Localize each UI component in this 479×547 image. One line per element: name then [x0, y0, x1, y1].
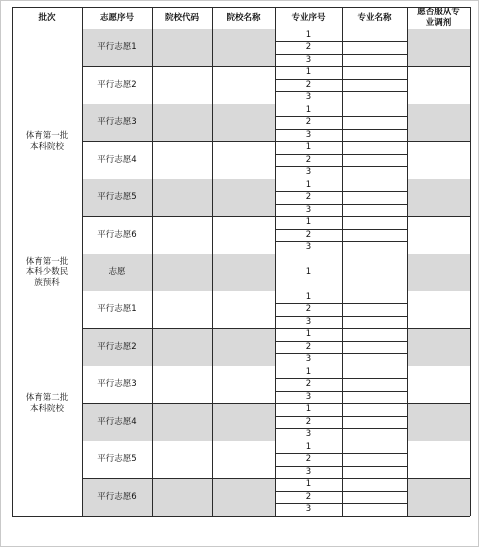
adjust-field[interactable]	[407, 254, 470, 291]
major-number: 3	[275, 316, 342, 329]
school-name-field[interactable]	[212, 479, 275, 517]
choice-label: 平行志愿6	[82, 479, 152, 517]
major-number: 2	[275, 229, 342, 242]
adjust-field[interactable]	[407, 67, 470, 105]
major-number: 3	[275, 466, 342, 479]
school-name-field[interactable]	[212, 104, 275, 142]
major-name-field[interactable]	[342, 142, 407, 155]
major-name-field[interactable]	[342, 341, 407, 354]
major-number: 2	[275, 379, 342, 392]
major-name-field[interactable]	[342, 92, 407, 105]
major-name-field[interactable]	[342, 29, 407, 42]
adjust-field[interactable]	[407, 217, 470, 255]
choice-label: 平行志愿6	[82, 217, 152, 255]
choice-label: 平行志愿4	[82, 142, 152, 180]
batch-label: 体育第一批 本科院校	[12, 29, 82, 254]
major-name-field[interactable]	[342, 217, 407, 230]
major-number: 2	[275, 192, 342, 205]
major-number: 1	[275, 479, 342, 492]
choice-label: 平行志愿3	[82, 104, 152, 142]
adjust-field[interactable]	[407, 366, 470, 404]
school-code-field[interactable]	[152, 254, 212, 291]
major-name-field[interactable]	[342, 379, 407, 392]
choice-label: 平行志愿3	[82, 366, 152, 404]
major-number: 3	[275, 129, 342, 142]
major-number: 3	[275, 429, 342, 442]
major-number: 2	[275, 117, 342, 130]
major-number: 2	[275, 416, 342, 429]
school-code-field[interactable]	[152, 404, 212, 442]
major-name-field[interactable]	[342, 454, 407, 467]
major-number: 2	[275, 79, 342, 92]
batch-label: 体育第一批 本科少数民 族预科	[12, 254, 82, 291]
major-name-field[interactable]	[342, 254, 407, 291]
major-name-field[interactable]	[342, 242, 407, 255]
adjust-field[interactable]	[407, 479, 470, 517]
major-number: 1	[275, 104, 342, 117]
school-name-field[interactable]	[212, 67, 275, 105]
grid-line	[275, 7, 276, 516]
major-name-field[interactable]	[342, 129, 407, 142]
major-number: 1	[275, 366, 342, 379]
header-major-name: 专业名称	[342, 7, 407, 29]
major-name-field[interactable]	[342, 366, 407, 379]
major-name-field[interactable]	[342, 154, 407, 167]
major-name-field[interactable]	[342, 204, 407, 217]
major-name-field[interactable]	[342, 167, 407, 180]
school-code-field[interactable]	[152, 291, 212, 329]
major-name-field[interactable]	[342, 192, 407, 205]
school-code-field[interactable]	[152, 67, 212, 105]
adjust-field[interactable]	[407, 441, 470, 479]
school-name-field[interactable]	[212, 179, 275, 217]
school-name-field[interactable]	[212, 142, 275, 180]
adjust-field[interactable]	[407, 29, 470, 67]
major-name-field[interactable]	[342, 491, 407, 504]
grid-line	[407, 7, 408, 516]
school-name-field[interactable]	[212, 329, 275, 367]
major-number: 2	[275, 304, 342, 317]
major-name-field[interactable]	[342, 104, 407, 117]
school-name-field[interactable]	[212, 404, 275, 442]
header-school-code: 院校代码	[152, 7, 212, 29]
grid-line	[470, 7, 471, 516]
major-number: 1	[275, 67, 342, 80]
major-name-field[interactable]	[342, 391, 407, 404]
adjust-field[interactable]	[407, 404, 470, 442]
major-name-field[interactable]	[342, 179, 407, 192]
header-batch: 批次	[12, 7, 82, 29]
adjust-field[interactable]	[407, 291, 470, 329]
header-choice-number: 志愿序号	[82, 7, 152, 29]
school-code-field[interactable]	[152, 29, 212, 67]
school-name-field[interactable]	[212, 217, 275, 255]
major-name-field[interactable]	[342, 329, 407, 342]
choice-label: 平行志愿5	[82, 179, 152, 217]
major-number: 3	[275, 167, 342, 180]
major-number: 1	[275, 179, 342, 192]
major-name-field[interactable]	[342, 229, 407, 242]
major-number: 1	[275, 29, 342, 42]
choice-label: 平行志愿4	[82, 404, 152, 442]
grid-line	[342, 7, 343, 516]
grid-line	[152, 7, 153, 516]
major-number: 1	[275, 254, 342, 291]
major-number: 2	[275, 341, 342, 354]
major-number: 1	[275, 329, 342, 342]
school-code-field[interactable]	[152, 366, 212, 404]
school-code-field[interactable]	[152, 179, 212, 217]
major-name-field[interactable]	[342, 404, 407, 417]
adjust-field[interactable]	[407, 329, 470, 367]
major-number: 3	[275, 92, 342, 105]
school-name-field[interactable]	[212, 441, 275, 479]
major-name-field[interactable]	[342, 466, 407, 479]
major-number: 2	[275, 454, 342, 467]
major-number: 3	[275, 204, 342, 217]
school-name-field[interactable]	[212, 29, 275, 67]
adjust-field[interactable]	[407, 142, 470, 180]
school-name-field[interactable]	[212, 291, 275, 329]
school-code-field[interactable]	[152, 142, 212, 180]
major-name-field[interactable]	[342, 304, 407, 317]
choice-label: 平行志愿1	[82, 29, 152, 67]
major-name-field[interactable]	[342, 117, 407, 130]
school-code-field[interactable]	[152, 479, 212, 517]
choice-label: 平行志愿5	[82, 441, 152, 479]
choice-label: 志愿	[82, 254, 152, 291]
major-name-field[interactable]	[342, 54, 407, 67]
header-major-number: 专业序号	[275, 7, 342, 29]
major-number: 1	[275, 404, 342, 417]
major-number: 3	[275, 354, 342, 367]
major-name-field[interactable]	[342, 316, 407, 329]
major-number: 3	[275, 391, 342, 404]
grid-line	[12, 7, 13, 516]
header-school-name: 院校名称	[212, 7, 275, 29]
major-name-field[interactable]	[342, 67, 407, 80]
major-number: 2	[275, 42, 342, 55]
school-name-field[interactable]	[212, 366, 275, 404]
major-name-field[interactable]	[342, 416, 407, 429]
major-name-field[interactable]	[342, 479, 407, 492]
major-number: 2	[275, 154, 342, 167]
major-name-field[interactable]	[342, 79, 407, 92]
choice-label: 平行志愿2	[82, 329, 152, 367]
school-code-field[interactable]	[152, 441, 212, 479]
major-number: 1	[275, 217, 342, 230]
header-adjust: 愿否服从专 业调剂	[407, 7, 470, 29]
major-name-field[interactable]	[342, 504, 407, 517]
school-name-field[interactable]	[212, 254, 275, 291]
major-number: 1	[275, 142, 342, 155]
major-name-field[interactable]	[342, 441, 407, 454]
grid-line	[82, 7, 83, 516]
major-number: 3	[275, 504, 342, 517]
school-code-field[interactable]	[152, 329, 212, 367]
major-name-field[interactable]	[342, 291, 407, 304]
major-name-field[interactable]	[342, 429, 407, 442]
major-number: 3	[275, 242, 342, 255]
major-name-field[interactable]	[342, 354, 407, 367]
major-number: 1	[275, 291, 342, 304]
adjust-field[interactable]	[407, 179, 470, 217]
major-name-field[interactable]	[342, 42, 407, 55]
school-code-field[interactable]	[152, 104, 212, 142]
major-number: 1	[275, 441, 342, 454]
choice-label: 平行志愿1	[82, 291, 152, 329]
school-code-field[interactable]	[152, 217, 212, 255]
choice-label: 平行志愿2	[82, 67, 152, 105]
major-number: 2	[275, 491, 342, 504]
grid-line	[212, 7, 213, 516]
batch-label: 体育第二批 本科院校	[12, 291, 82, 516]
adjust-field[interactable]	[407, 104, 470, 142]
major-number: 3	[275, 54, 342, 67]
